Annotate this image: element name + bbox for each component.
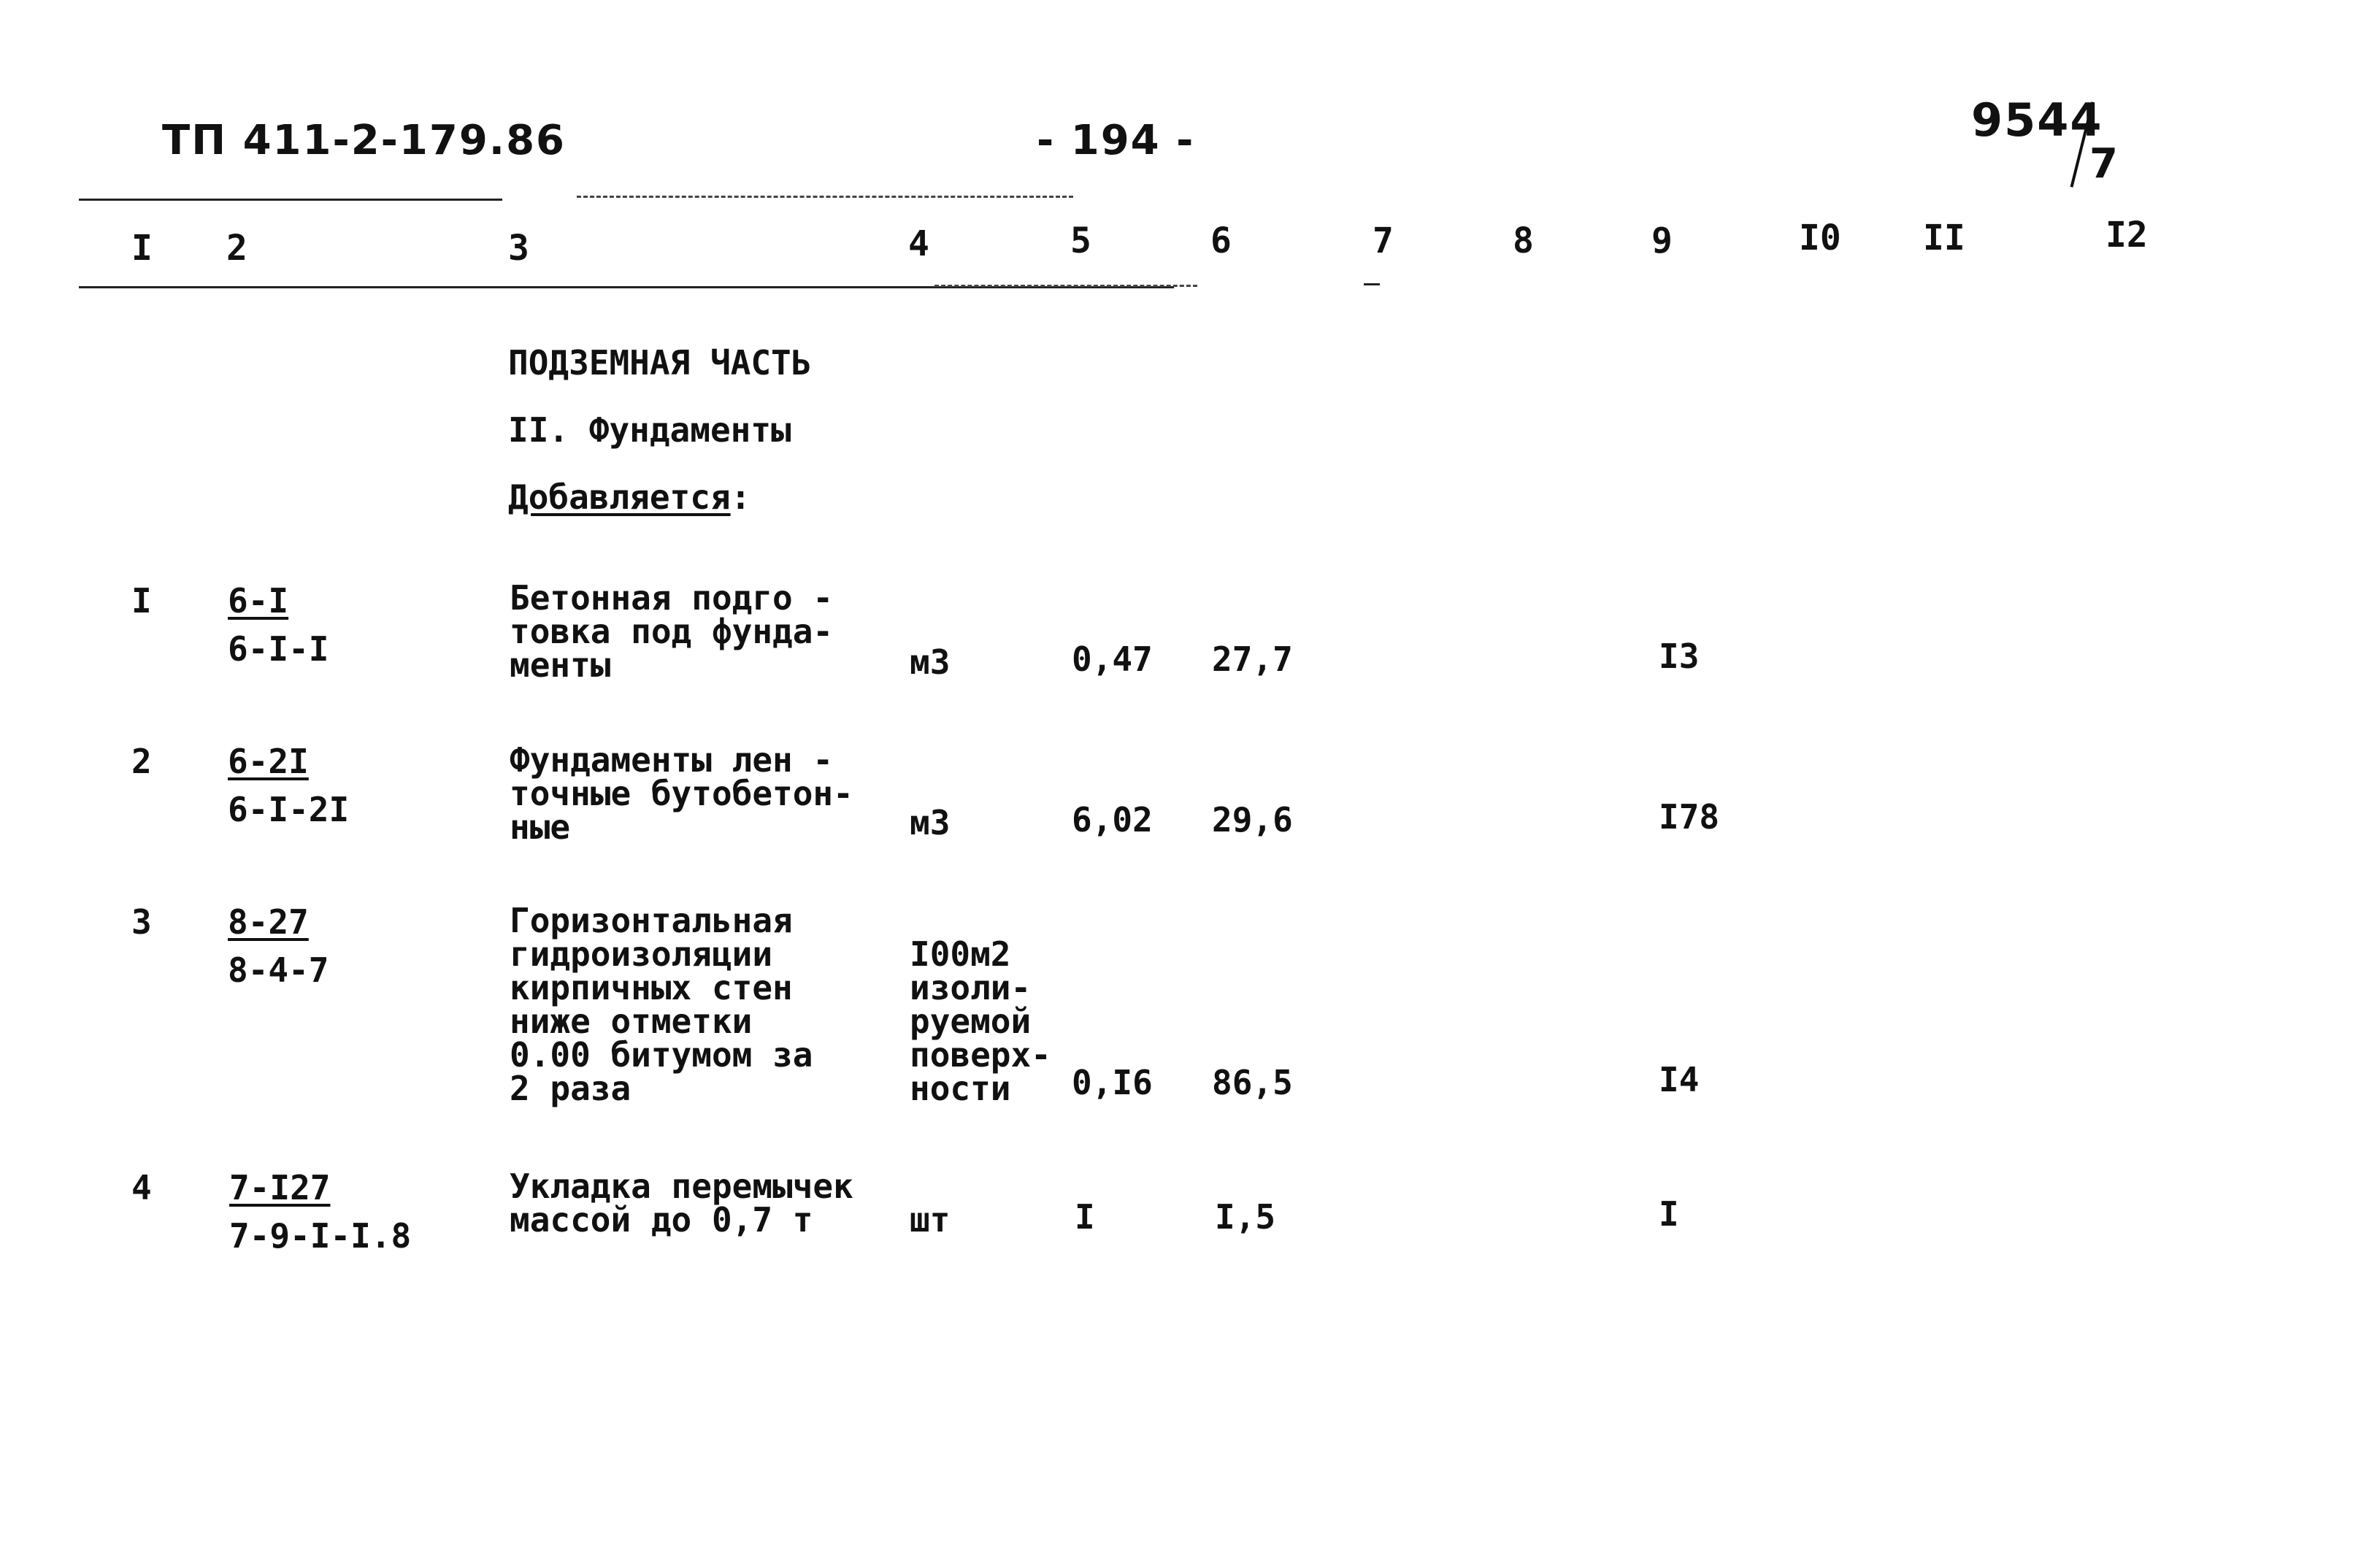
section-subtitle: II. Фундаменты xyxy=(508,410,791,450)
column-9-value: I xyxy=(1659,1194,1679,1234)
work-description-line: менты xyxy=(510,645,611,685)
work-description-line: ные xyxy=(510,807,571,847)
work-description-line: гидроизоляции xyxy=(510,934,773,974)
price-code: 6-I-2I xyxy=(228,790,350,829)
column-number: 7 xyxy=(1373,220,1394,261)
work-description-line: точные бутобетон- xyxy=(510,774,853,813)
unit-price: 86,5 xyxy=(1212,1063,1293,1102)
price-code: 6-I-I xyxy=(228,629,329,669)
column-number: 9 xyxy=(1651,220,1673,261)
unit-line: ности xyxy=(910,1069,1011,1108)
section-note-text: Добавляется xyxy=(508,477,731,517)
column-9-value: I4 xyxy=(1659,1060,1700,1099)
quantity: 0,I6 xyxy=(1072,1063,1153,1102)
norm-code: 8-27 xyxy=(228,902,309,942)
work-description-line: Горизонтальная xyxy=(510,901,793,940)
row-number: 3 xyxy=(131,902,152,942)
unit-line: поверх- xyxy=(910,1035,1051,1075)
unit: м3 xyxy=(910,803,951,842)
norm-code: 7-I27 xyxy=(229,1168,331,1207)
unit: шт xyxy=(910,1200,951,1240)
work-description-line: ниже отметки xyxy=(510,1002,753,1041)
unit-line: изоли- xyxy=(910,968,1032,1007)
top-rule-right xyxy=(577,196,1073,198)
column-number: 6 xyxy=(1210,220,1232,261)
quantity: I xyxy=(1075,1197,1095,1237)
section-note-colon: : xyxy=(730,477,751,517)
top-rule-left xyxy=(79,199,502,201)
sheet-number-top: 9544 xyxy=(1971,93,2103,147)
column-9-value: I3 xyxy=(1659,637,1700,676)
column-9-value: I78 xyxy=(1659,797,1720,837)
norm-code: 6-I xyxy=(228,581,289,620)
column-number: I0 xyxy=(1799,218,1841,258)
work-description-line: кирпичных стен xyxy=(510,968,793,1007)
unit-line: I00м2 xyxy=(910,934,1011,974)
quantity: 0,47 xyxy=(1072,639,1153,679)
work-description-line: товка под фунда- xyxy=(510,612,834,651)
work-description-line: Бетонная подго - xyxy=(510,578,834,618)
section-note xyxy=(508,477,751,517)
work-description-line: Фундаменты лен - xyxy=(510,740,834,780)
column-number: I xyxy=(131,228,153,269)
column-number: I2 xyxy=(2105,215,2148,255)
unit: м3 xyxy=(910,642,951,682)
column-number: 3 xyxy=(508,228,529,269)
quantity: 6,02 xyxy=(1072,800,1153,839)
work-description-line: 0.00 битумом за xyxy=(510,1035,813,1075)
document-code: ТП 411-2-179.86 xyxy=(162,117,567,164)
work-description-line: 2 раза xyxy=(510,1069,632,1108)
row-number: 4 xyxy=(131,1168,152,1207)
column-number: II xyxy=(1923,218,1965,258)
bottom-rule-right xyxy=(934,285,1197,287)
section-title: ПОДЗЕМНАЯ ЧАСТЬ xyxy=(508,343,812,383)
unit-price: 27,7 xyxy=(1212,639,1293,679)
bottom-rule-mark xyxy=(1364,283,1380,285)
unit-price: I,5 xyxy=(1215,1197,1276,1237)
price-code: 7-9-I-I.8 xyxy=(229,1216,412,1256)
column-number: 8 xyxy=(1513,220,1534,261)
column-number: 2 xyxy=(226,228,247,269)
unit-line: руемой xyxy=(910,1002,1032,1041)
sheet-number-bottom: 7 xyxy=(2089,140,2119,188)
column-number: 4 xyxy=(908,223,929,264)
work-description-line: массой до 0,7 т xyxy=(510,1200,813,1240)
page-number: - 194 - xyxy=(1037,117,1195,164)
norm-code: 6-2I xyxy=(228,742,309,781)
price-code: 8-4-7 xyxy=(228,950,329,990)
work-description-line: Укладка перемычек xyxy=(510,1167,853,1206)
column-number: 5 xyxy=(1070,220,1091,261)
row-number: I xyxy=(131,581,152,620)
row-number: 2 xyxy=(131,742,152,781)
unit-price: 29,6 xyxy=(1212,800,1293,839)
